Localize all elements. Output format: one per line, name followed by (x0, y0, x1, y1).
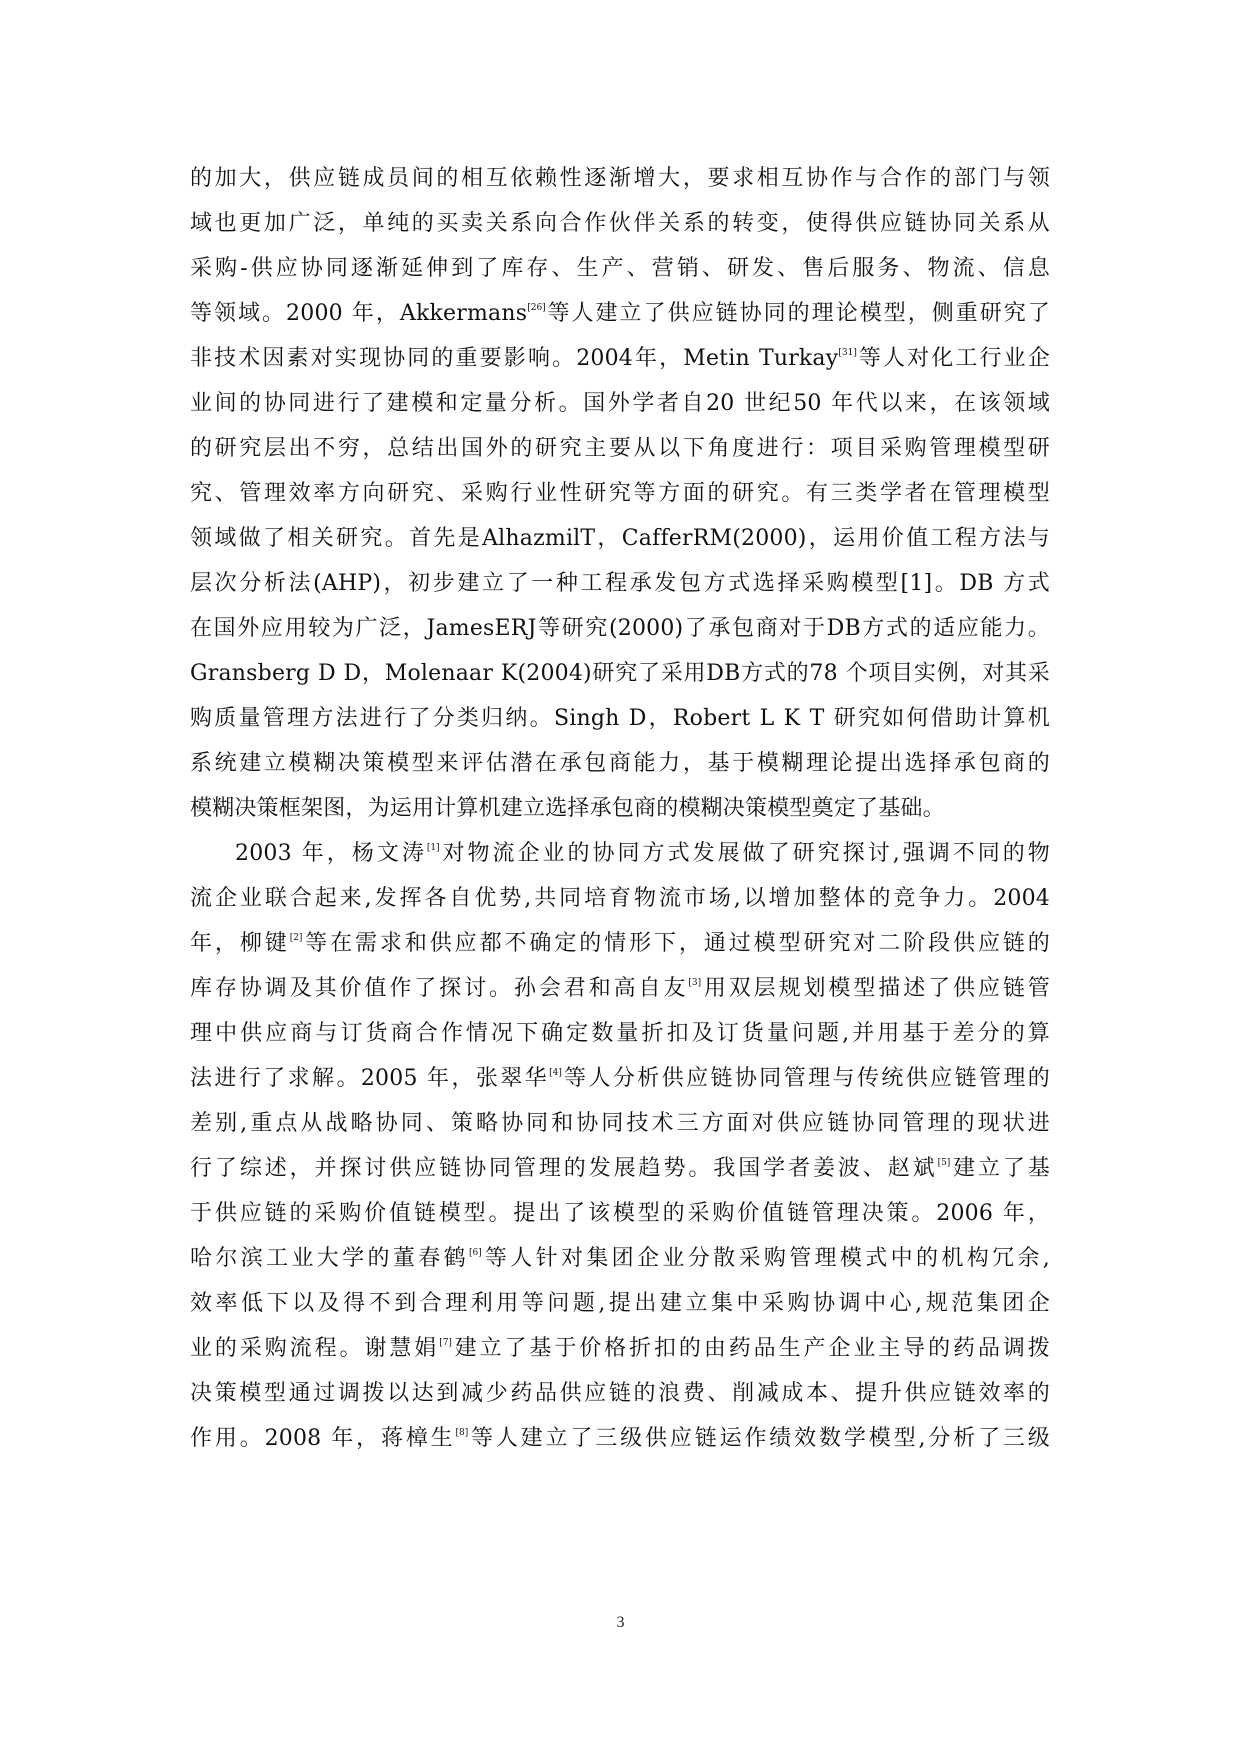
text-segment: 于供应链的采购价值链模型。提出了该模型的采购价值链管理决策。2006 年， (190, 1201, 1050, 1226)
text-segment: 等人分析供应链协同管理与传统供应链管理的 (561, 1066, 1050, 1091)
text-line (190, 426, 1050, 471)
text-line (190, 1371, 1050, 1416)
text-segment: 哈尔滨工业大学的董春鹤 (190, 1246, 469, 1271)
page-number: 3 (616, 1614, 625, 1631)
text-segment: 对物流企业的协同方式发展做了研究探讨,强调不同的物 (439, 841, 1050, 866)
text-segment: 年，柳键 (190, 931, 290, 956)
text-segment: Gransberg D D，Molenaar K(2004)研究了采用DB方式的78 个项目实例，对其采 (190, 661, 1050, 686)
text-segment: 等人对化工行业企 (856, 346, 1050, 371)
text-segment: 的加大，供应链成员间的相互依赖性逐渐增大，要求相互协作与合作的部门与领 (190, 166, 1050, 191)
text-line (190, 1011, 1050, 1056)
text-segment: 用双层规划模型描述了供应链管 (701, 976, 1050, 1001)
text-segment: 理中供应商与订货商合作情况下确定数量折扣及订货量问题,并用基于差分的算 (190, 1021, 1050, 1046)
text-line (190, 1191, 1050, 1236)
text-segment: 在国外应用较为广泛，JamesERJ等研究(2000)了承包商对于DB方式的适应能力。 (190, 616, 1050, 641)
text-segment: 模糊决策框架图，为运用计算机建立选择承包商的模糊决策模型奠定了基础。 (190, 796, 945, 821)
text-line (190, 1146, 1050, 1191)
citation-superscript: [3] (688, 978, 702, 988)
text-line (190, 1281, 1050, 1326)
citation-superscript: [31] (838, 348, 857, 358)
text-segment: 库存协调及其价值作了探讨。孙会君和高自友 (190, 976, 689, 1001)
text-line (190, 786, 1050, 831)
text-segment: 等人建立了三级供应链运作绩效数学模型,分析了三级 (468, 1426, 1050, 1451)
text-line (190, 651, 1050, 696)
text-line (190, 606, 1050, 651)
text-segment: 效率低下以及得不到合理利用等问题,提出建立集中采购协调中心,规范集团企 (190, 1291, 1050, 1316)
text-line (190, 561, 1050, 606)
text-line (190, 1236, 1050, 1281)
text-segment: 领域做了相关研究。首先是AlhazmilT，CafferRM(2000)，运用价值工程方法与 (190, 526, 1050, 551)
body-text (190, 156, 1050, 1461)
text-segment: 法进行了求解。2005 年，张翠华 (190, 1066, 550, 1091)
text-segment: 决策模型通过调拨以达到减少药品供应链的浪费、削减成本、提升供应链效率的 (190, 1381, 1050, 1406)
text-segment: 采购-供应协同逐渐延伸到了库存、生产、营销、研发、售后服务、物流、信息 (190, 256, 1050, 281)
text-line (190, 246, 1050, 291)
text-line (190, 381, 1050, 426)
text-line (190, 966, 1050, 1011)
text-line (190, 921, 1050, 966)
text-line (190, 1056, 1050, 1101)
text-segment: 差别,重点从战略协同、策略协同和协同技术三方面对供应链协同管理的现状进 (190, 1111, 1050, 1136)
text-line (190, 876, 1050, 921)
text-segment: 2003 年，杨文涛 (235, 841, 427, 866)
text-segment: 非技术因素对实现协同的重要影响。2004年，Metin Turkay (190, 346, 839, 371)
text-segment: 等人针对集团企业分散采购管理模式中的机构冗余, (481, 1246, 1050, 1271)
citation-superscript: [2] (289, 933, 303, 943)
text-line (190, 1416, 1050, 1461)
citation-superscript: [1] (426, 843, 440, 853)
citation-superscript: [5] (937, 1158, 951, 1168)
text-segment: 究、管理效率方向研究、采购行业性研究等方面的研究。有三类学者在管理模型 (190, 481, 1050, 506)
citation-superscript: [26] (527, 303, 546, 313)
text-line (190, 1326, 1050, 1371)
text-line (190, 291, 1050, 336)
text-segment: 业间的协同进行了建模和定量分析。国外学者自20 世纪50 年代以来，在该领域 (190, 391, 1050, 416)
text-line (190, 516, 1050, 561)
citation-superscript: [8] (455, 1428, 469, 1438)
text-segment: 等人建立了供应链协同的理论模型，侧重研究了 (545, 301, 1051, 326)
text-segment: 域也更加广泛，单纯的买卖关系向合作伙伴关系的转变，使得供应链协同关系从 (190, 211, 1050, 236)
text-segment: 层次分析法(AHP)，初步建立了一种工程承发包方式选择采购模型[1]。DB 方式 (190, 571, 1050, 596)
text-segment: 建立了基于价格折扣的由药品生产企业主导的药品调拨 (451, 1336, 1050, 1361)
text-line (190, 471, 1050, 516)
text-segment: 建立了基 (950, 1156, 1050, 1181)
citation-superscript: [4] (549, 1068, 562, 1078)
text-line (190, 831, 1050, 876)
text-segment: 等在需求和供应都不确定的情形下，通过模型研究对二阶段供应链的 (302, 931, 1050, 956)
text-segment: 系统建立模糊决策模型来评估潜在承包商能力，基于模糊理论提出选择承包商的 (190, 751, 1050, 776)
text-line (190, 201, 1050, 246)
text-line (190, 156, 1050, 201)
text-line (190, 1101, 1050, 1146)
text-segment: 等领域。2000 年，Akkermans (190, 301, 528, 326)
text-line (190, 696, 1050, 741)
text-segment: 流企业联合起来,发挥各自优势,共同培育物流市场,以增加整体的竞争力。2004 (190, 886, 1050, 911)
text-line (190, 741, 1050, 786)
text-segment: 购质量管理方法进行了分类归纳。Singh D，Robert L K T 研究如何借助计算机 (190, 706, 1050, 731)
paragraph (190, 156, 1050, 831)
text-line (190, 336, 1050, 381)
text-segment: 业的采购流程。谢慧娟 (190, 1336, 440, 1361)
citation-superscript: [7] (439, 1338, 452, 1348)
text-segment: 行了综述，并探讨供应链协同管理的发展趋势。我国学者姜波、赵斌 (190, 1156, 938, 1181)
text-segment: 作用。2008 年，蒋樟生 (190, 1426, 456, 1451)
text-segment: 的研究层出不穷，总结出国外的研究主要从以下角度进行：项目采购管理模型研 (190, 436, 1050, 461)
paragraph (190, 831, 1050, 1461)
citation-superscript: [6] (468, 1248, 482, 1258)
